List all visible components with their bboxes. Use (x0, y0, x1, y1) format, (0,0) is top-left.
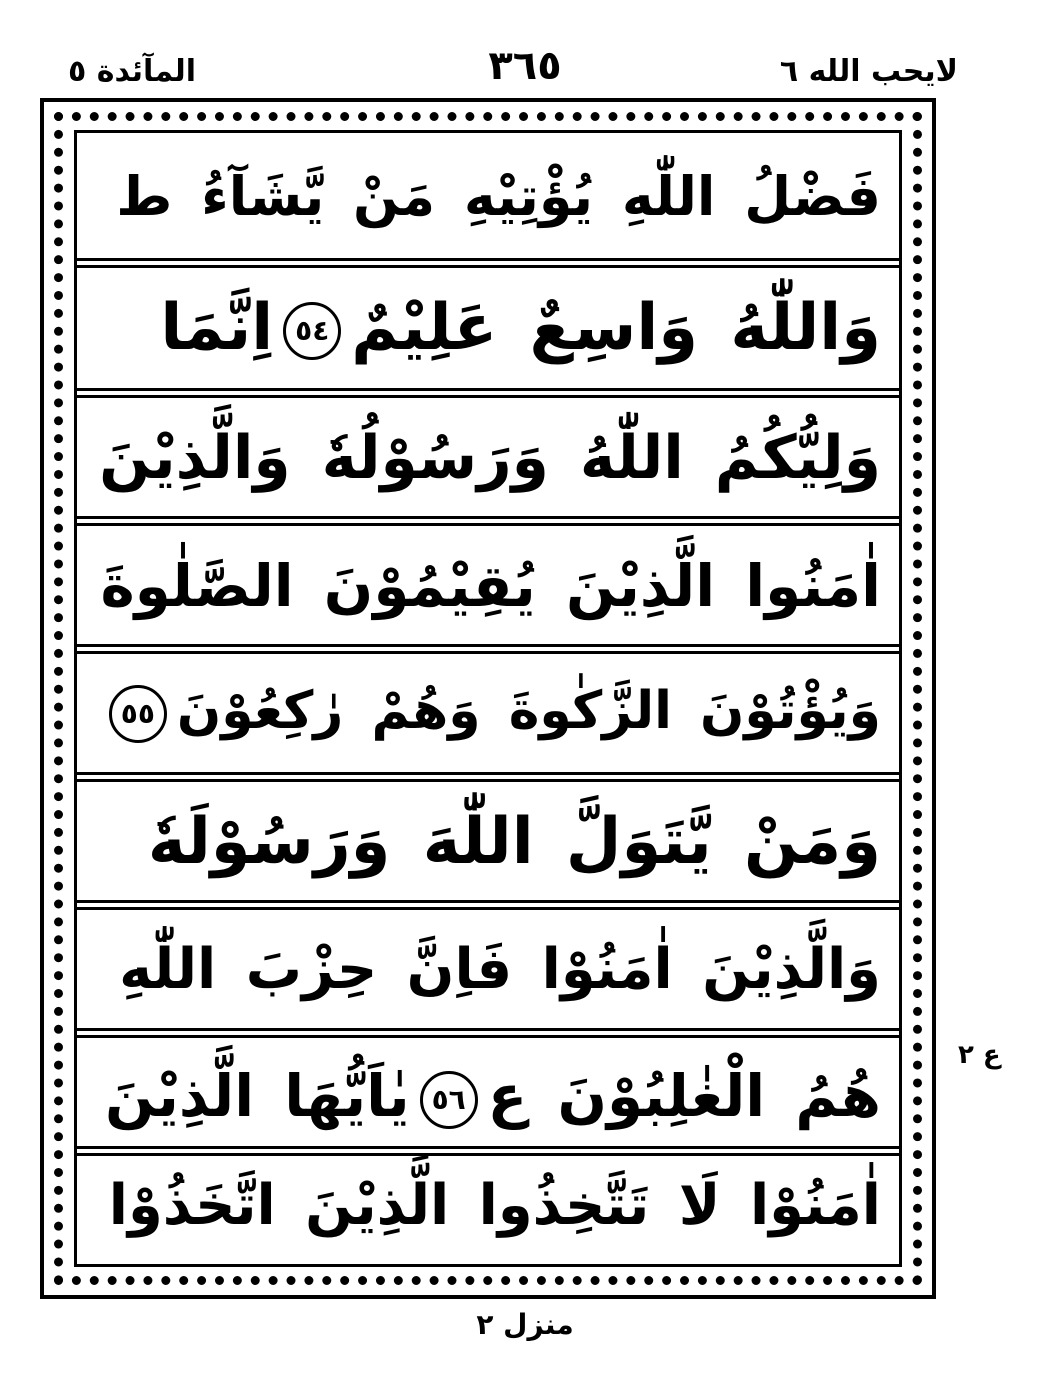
manzil-footer: منزل ٢ (476, 1308, 574, 1341)
verse-line-4 (77, 526, 899, 646)
ruku-margin-marker: ع ٢ (958, 1040, 1001, 1070)
verse-line-5 (77, 654, 899, 774)
line-divider (77, 1028, 899, 1038)
verse-text: وَمَنْ يَّتَوَلَّ اللّٰهَ وَرَسُوْلَهٗ (147, 805, 881, 879)
verse-text: اٰمَنُوْا لَا تَتَّخِذُوا الَّذِيْنَ اتَّخَذُوْا (108, 1173, 881, 1238)
verse-line-3 (77, 398, 899, 518)
header-surah-name: المآئدة ٥ (68, 54, 196, 89)
line-divider (77, 644, 899, 654)
verse-text: وَالَّذِيْنَ اٰمَنُوْا فَاِنَّ حِزْبَ اللّٰهِ (119, 937, 881, 1002)
verse-text: فَضْلُ اللّٰهِ يُؤْتِيْهِ مَنْ يَّشَآءُ ط (116, 165, 881, 228)
verse-segment: اِنَّمَا (160, 290, 274, 365)
verse-text (99, 681, 881, 743)
verse-text (160, 290, 881, 365)
verse-text: وَلِيُّكُمُ اللّٰهُ وَرَسُوْلُهٗ وَالَّذِيْنَ (99, 423, 881, 493)
text-frame (74, 130, 902, 1267)
verse-line-1 (77, 137, 899, 257)
verse-segment: وَيُؤْتُوْنَ الزَّكٰوةَ وَهُمْ رٰكِعُوْنَ (176, 681, 881, 741)
ayah-number-marker: ٥٤ (283, 302, 341, 360)
verse-line-8 (77, 1038, 899, 1158)
verse-segment: هُمُ الْغٰلِبُوْنَ ع (487, 1062, 881, 1131)
page-number: ٣٦٥ (488, 43, 562, 89)
ayah-number-marker: ٥٦ (420, 1071, 478, 1129)
verse-line-9 (77, 1150, 899, 1262)
verse-text: اٰمَنُوا الَّذِيْنَ يُقِيْمُوْنَ الصَّلٰوةَ (100, 552, 881, 620)
verse-line-7 (77, 910, 899, 1030)
header-juz-name: لايحب الله ٦ (779, 54, 958, 89)
line-divider (77, 516, 899, 526)
line-divider (77, 772, 899, 782)
line-divider (77, 258, 899, 268)
verse-line-2 (77, 268, 899, 388)
verse-text (104, 1062, 881, 1131)
verse-segment: يٰاَيُّهَا الَّذِيْنَ (104, 1062, 410, 1131)
verse-line-6 (77, 782, 899, 902)
verse-segment: وَاللّٰهُ وَاسِعٌ عَلِيْمٌ (351, 290, 881, 365)
line-divider (77, 388, 899, 398)
line-divider (77, 900, 899, 910)
ayah-number-marker: ٥٥ (109, 685, 167, 743)
